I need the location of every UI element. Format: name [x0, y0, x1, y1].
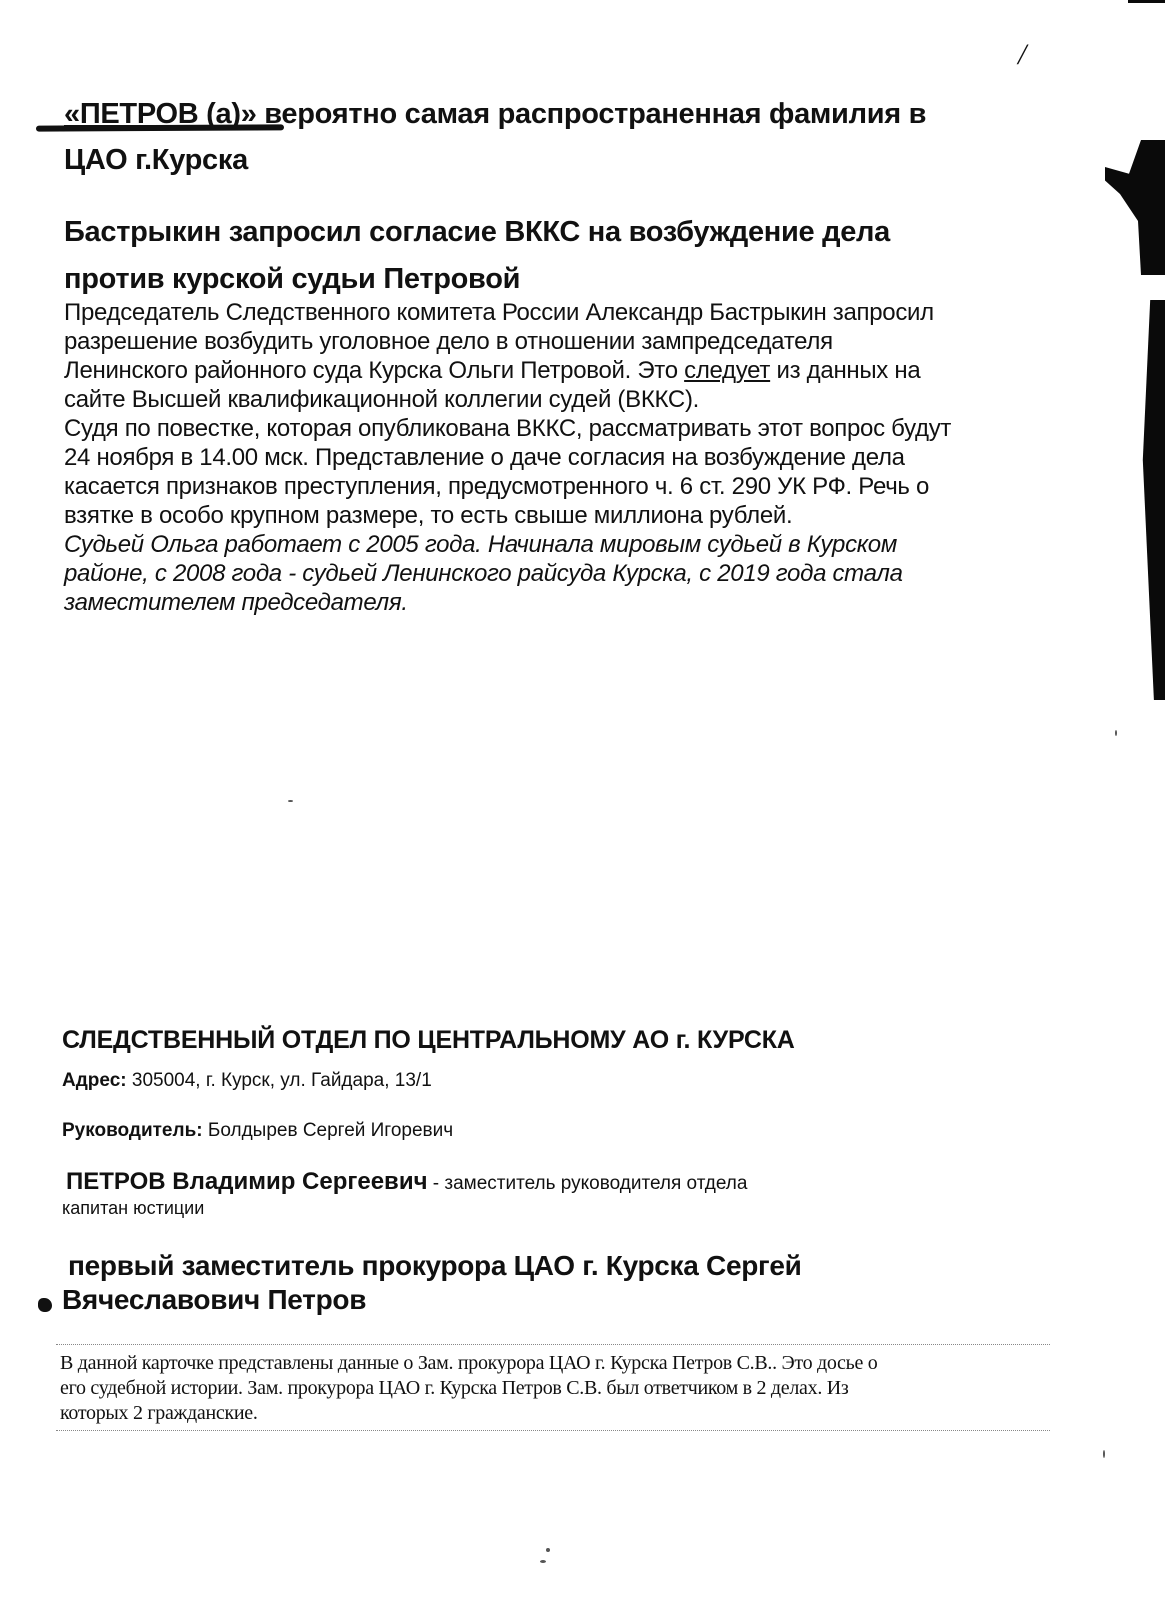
- paragraph-line: Председатель Следственного комитета России Александр Бастрыкин запросил: [64, 299, 934, 326]
- underlined-word: следует: [684, 357, 771, 384]
- article-body: [64, 298, 951, 617]
- address-value: 305004, г. Курск, ул. Гайдара, 13/1: [126, 1070, 432, 1091]
- deputy-role: - заместитель руководителя отдела: [427, 1173, 748, 1194]
- head-value: Болдырев Сергей Игоревич: [202, 1120, 454, 1141]
- article-title-line2: против курской судьи Петровой: [64, 263, 521, 295]
- scan-edge-artifact-lower: [1128, 300, 1165, 700]
- article-title-line1: Бастрыкин запросил согласие ВККС на возбуждение дела: [64, 216, 891, 248]
- address-label: Адрес:: [62, 1070, 127, 1091]
- department-title: СЛЕДСТВЕННЫЙ ОТДЕЛ ПО ЦЕНТРАЛЬНОМУ АО г. КУРСКА: [62, 1026, 795, 1054]
- scan-speck: [288, 800, 293, 802]
- text-span: из данных на: [770, 357, 921, 384]
- paragraph-line: сайте Высшей квалификационной коллегии судей (ВККС).: [64, 386, 700, 413]
- note-line: его судебной истории. Зам. прокурора ЦАО г. Курска Петров С.В. был ответчиком в 2 делах. Из: [60, 1377, 849, 1399]
- card-note: [56, 1344, 1050, 1431]
- note-line: которых 2 гражданские.: [60, 1402, 258, 1424]
- deputy-rank: капитан юстиции: [62, 1198, 205, 1218]
- head-label: Руководитель:: [62, 1120, 203, 1141]
- headline: [64, 100, 926, 129]
- department-address: [62, 1070, 432, 1092]
- paragraph-line: [64, 356, 951, 385]
- scan-speck: [1103, 1450, 1105, 1458]
- headline-surname: «ПЕТРОВ (а)»: [64, 98, 257, 130]
- paragraph-line: разрешение возбудить уголовное дело в отношении зампредседателя: [64, 328, 833, 355]
- prosecutor-line2: Вячеславович Петров: [62, 1284, 367, 1315]
- paragraph-line: взятке в особо крупном размере, то есть свыше миллиона рублей.: [64, 502, 793, 529]
- paragraph-line-italic: Судьей Ольга работает с 2005 года. Начинала мировым судьей в Курском: [64, 531, 898, 558]
- headline-rest: вероятно самая распространенная фамилия в: [256, 98, 927, 130]
- paragraph-line-italic: районе, с 2008 года - судьей Ленинского райсуда Курска, с 2019 года стала: [64, 560, 903, 587]
- scan-speck: [1115, 730, 1117, 736]
- paragraph-line: 24 ноября в 14.00 мск. Представление о даче согласия на возбуждение дела: [64, 444, 905, 471]
- paragraph-line: Судя по повестке, которая опубликована ВККС, рассматривать этот вопрос будут: [64, 415, 952, 442]
- handwritten-mark: /: [1018, 38, 1027, 71]
- scan-edge-artifact-upper: [1105, 140, 1165, 275]
- scan-edge-artifact-top: [1128, 0, 1165, 3]
- department-head: [62, 1120, 453, 1142]
- prosecutor-line1: первый заместитель прокурора ЦАО г. Курска Сергей: [68, 1250, 802, 1281]
- headline-line2: ЦАО г.Курска: [64, 144, 248, 176]
- text-span: Ленинского районного суда Курска Ольги Петровой. Это: [64, 357, 685, 384]
- scan-speck: [546, 1548, 550, 1552]
- marker-blot: [38, 1298, 52, 1312]
- deputy-entry: [66, 1168, 747, 1196]
- paragraph-line-italic: заместителем председателя.: [64, 589, 408, 616]
- deputy-name: ПЕТРОВ Владимир Сергеевич: [66, 1168, 428, 1195]
- scan-speck: [540, 1560, 546, 1563]
- note-line: В данной карточке представлены данные о Зам. прокурора ЦАО г. Курска Петров С.В.. Это досье о: [60, 1352, 878, 1374]
- paragraph-line: касается признаков преступления, предусмотренного ч. 6 ст. 290 УК РФ. Речь о: [64, 473, 930, 500]
